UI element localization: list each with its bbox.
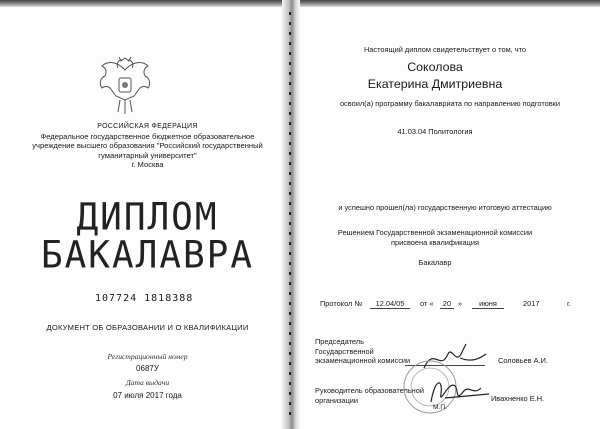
seal-mark: М.П. xyxy=(433,404,447,411)
document-type: ДОКУМЕНТ ОБ ОБРАЗОВАНИИ И О КВАЛИФИКАЦИИ xyxy=(46,323,249,332)
binding-spine xyxy=(282,0,300,429)
issuer-city: г. Москва xyxy=(131,160,164,170)
protocol-year: 2017 xyxy=(523,299,540,308)
serial-number: 107724 1818388 xyxy=(95,293,194,304)
double-headed-eagle-emblem xyxy=(96,56,154,118)
head-title-line: Руководитель образовательной xyxy=(315,386,425,395)
issuer-line: гуманитарный университет" xyxy=(98,150,197,160)
protocol-day: 20 xyxy=(440,299,454,309)
diploma-subtitle: БАКАЛАВРА xyxy=(40,233,255,278)
program-code: 41.03.04 Политология xyxy=(397,127,473,136)
chair-name: Соловьев А.И. xyxy=(498,356,549,365)
binding-edge xyxy=(0,0,600,7)
chair-title-line: экзаменационной комиссии xyxy=(315,356,411,365)
qualification: Бакалавр xyxy=(418,258,452,267)
protocol-label: Протокол № xyxy=(320,299,363,308)
protocol-from-label: от « xyxy=(420,299,434,308)
attestation-statement: и успешно прошел(ла) государственную итоговую аттестацию xyxy=(338,203,552,212)
issuer-block xyxy=(30,122,265,170)
federation-label: РОССИЙСКАЯ ФЕДЕРАЦИЯ xyxy=(97,123,198,130)
chair-title-line: Государственной xyxy=(315,346,374,356)
commission-decision: Решением Государственной экзаменационной комиссии xyxy=(337,228,533,237)
issuer-line: учреждение высшего образования "Российский государственный xyxy=(32,141,263,151)
head-title-line: организации xyxy=(315,395,359,405)
commission-chair-title xyxy=(315,337,410,366)
chair-title-line: Председатель xyxy=(315,337,364,346)
head-name: Ивахненко Е.Н. xyxy=(491,394,545,403)
graduate-surname: Соколова xyxy=(407,60,463,74)
issuer-line: Федеральное государственное бюджетное образовательное xyxy=(40,131,255,141)
registration-label: Регистрационный номер xyxy=(107,352,188,361)
issue-date-label: Дата выдачи xyxy=(125,378,170,387)
graduate-given-names: Екатерина Дмитриевна xyxy=(367,77,503,91)
protocol-month: июня xyxy=(472,299,504,309)
diploma-title: ДИПЛОМ xyxy=(76,195,219,240)
intro-text: Настоящий диплом свидетельствует о том, что xyxy=(363,45,527,54)
issue-date: 07 июля 2017 года xyxy=(113,391,182,400)
registration-number: 0687У xyxy=(136,364,159,373)
program-statement: освоил(а) программу бакалавриата по направлению подготовки xyxy=(339,99,561,108)
protocol-number: 12.04/05 xyxy=(370,299,410,309)
protocol-quote-close: » xyxy=(458,299,463,308)
spine-stitching xyxy=(289,12,291,422)
commission-decision-cont: присвоена квалификация xyxy=(391,238,479,247)
protocol-year-suffix: г. xyxy=(567,299,571,308)
